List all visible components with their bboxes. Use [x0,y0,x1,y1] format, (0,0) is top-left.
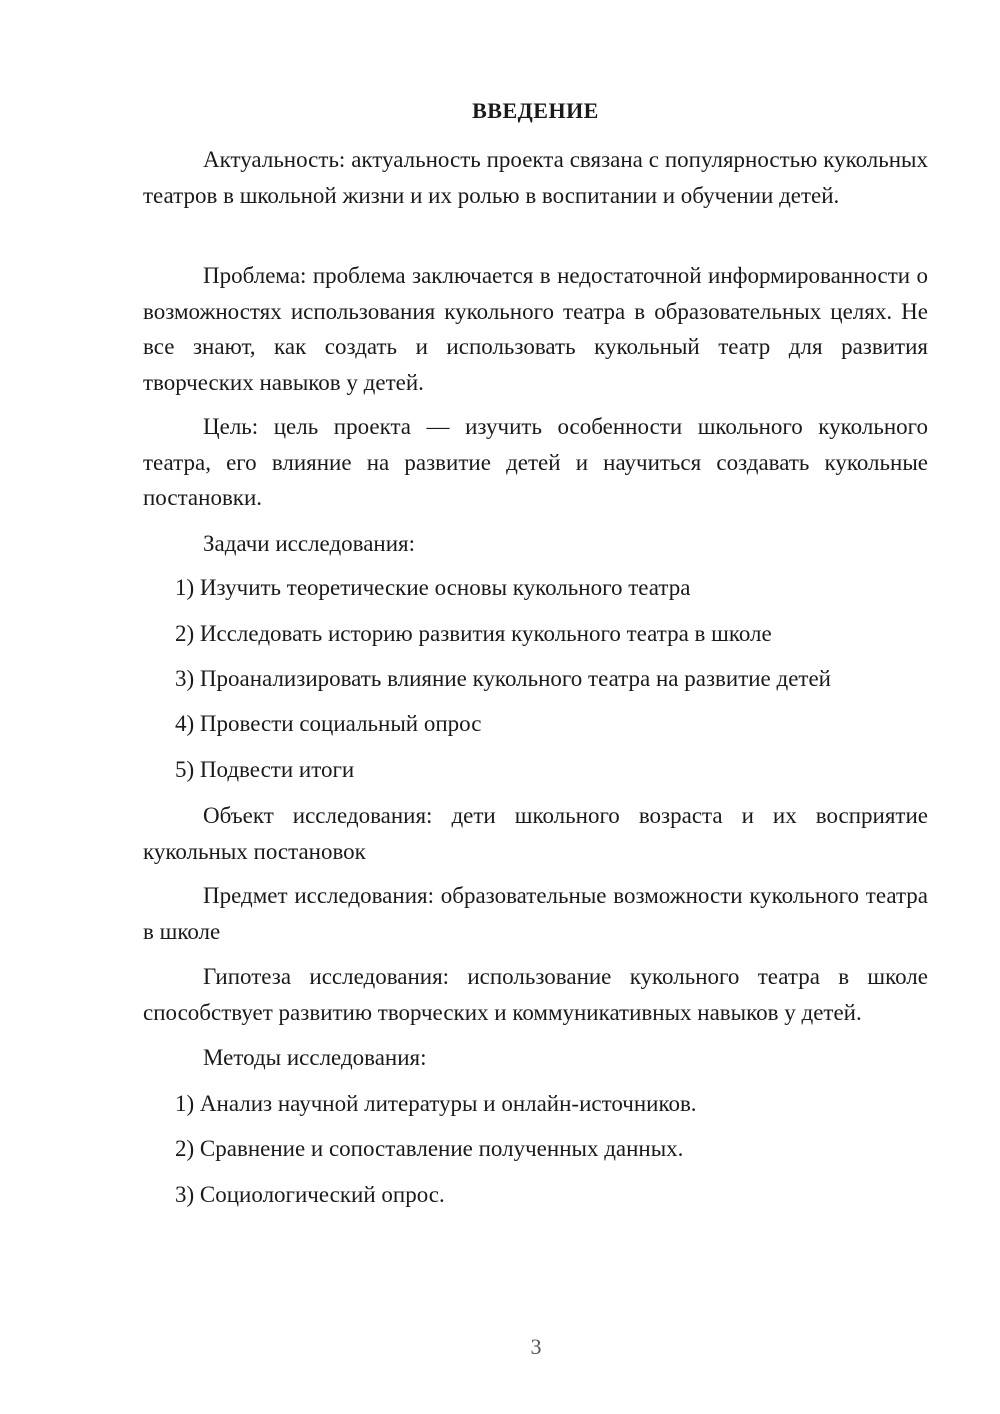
list-item-task-5: 5) Подвести итоги [175,757,355,782]
paragraph-relevance: Актуальность: актуальность проекта связана с популярностью кукольных театров в школьной жизни и их ролью в воспитании и обучении детей. [143,147,928,208]
paragraph-problem: Проблема: проблема заключается в недостаточной информированности о возможностях использования кукольного театра в образовательных целях. Не все знают, как создать и использовать кукольный театр для развития творческих навыков у детей. [143,263,928,395]
paragraph-goal: Цель: цель проекта — изучить особенности школьного кукольного театра, его влияние на развитие детей и научиться создавать кукольные постановки. [143,414,928,510]
list-item-method-1: 1) Анализ научной литературы и онлайн-источников. [175,1091,697,1116]
paragraph-subject: Предмет исследования: образовательные возможности кукольного театра в школе [143,883,928,944]
paragraph-tasks-title: Задачи исследования: [203,531,416,556]
list-item-task-4: 4) Провести социальный опрос [175,711,482,736]
list-item-task-1: 1) Изучить теоретические основы кукольного театра [175,575,691,600]
list-item-task-2: 2) Исследовать историю развития кукольного театра в школе [175,621,772,646]
paragraph-methods-title: Методы исследования: [203,1045,427,1070]
paragraph-hypothesis: Гипотеза исследования: использование кукольного театра в школе способствует развитию творческих и коммуникативных навыков у детей. [143,964,928,1025]
page-number: 3 [530,1334,542,1359]
list-item-method-3: 3) Социологический опрос. [175,1182,445,1207]
list-item-method-2: 2) Сравнение и сопоставление полученных данных. [175,1136,684,1161]
paragraph-object: Объект исследования: дети школьного возраста и их восприятие кукольных постановок [143,803,928,864]
list-item-task-3: 3) Проанализировать влияние кукольного театра на развитие детей [175,666,831,691]
page-title: ВВЕДЕНИЕ [472,98,599,123]
